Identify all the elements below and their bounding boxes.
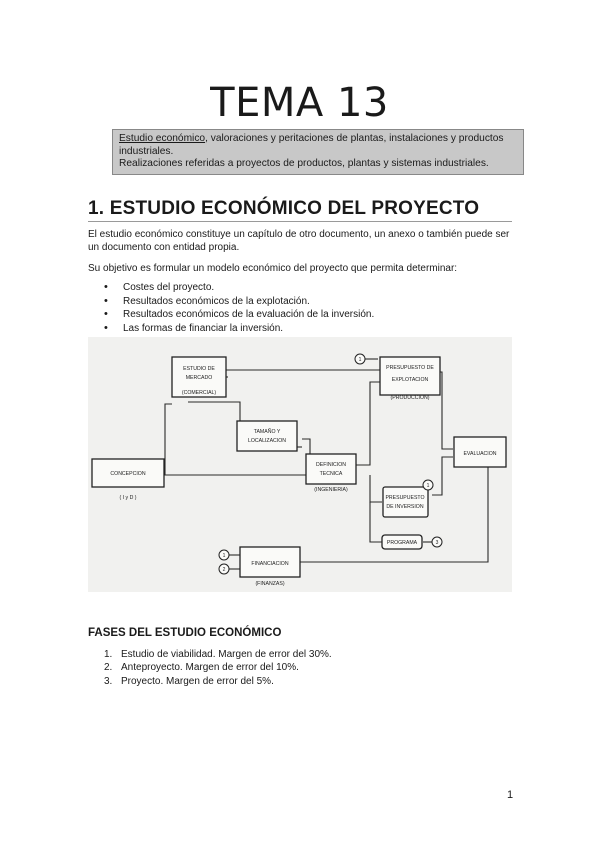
summary-link: Estudio económico: [119, 133, 206, 144]
fases-list: [104, 648, 332, 688]
section-heading: 1. ESTUDIO ECONÓMICO DEL PROYECTO: [88, 198, 480, 219]
list-item: [104, 675, 332, 688]
circle-label: 1: [222, 553, 226, 559]
summary-line-1: [119, 133, 519, 158]
concepcion-sub: ( I y D ): [119, 495, 137, 501]
list-item: • Costes del proyecto.: [104, 281, 374, 295]
list-item: [104, 648, 332, 661]
definicion-label-1: DEFINICION: [316, 462, 346, 468]
presupuesto-expl-label-1: PRESUPUESTO DE: [386, 365, 434, 371]
financiacion-label: FINANCIACION: [251, 561, 289, 567]
programa-label: PROGRAMA: [386, 540, 418, 546]
paragraph-2: Su objetivo es formular un modelo económico del proyecto que permita determinar:: [88, 263, 458, 274]
page-number: 1: [507, 789, 514, 801]
list-item: • Las formas de financiar la inversión.: [104, 322, 374, 336]
item-number: 3.: [104, 675, 113, 687]
section-rule: [88, 221, 512, 222]
item-number: 2.: [104, 662, 113, 674]
summary-line-2: Realizaciones referidas a proyectos de productos, plantas y sistemas industriales.: [119, 158, 489, 169]
summary-box: [112, 129, 524, 175]
estudio-label-2: MERCADO: [185, 375, 213, 381]
definicion-tecnica-box: [306, 454, 356, 484]
definicion-label-2: TECNICA: [319, 471, 343, 477]
presupuesto-inv-label-2: DE INVERSION: [386, 504, 424, 510]
item-text: Proyecto. Margen de error del 5%.: [121, 675, 274, 687]
item-text: Estudio de viabilidad. Margen de error del 30%.: [121, 649, 332, 660]
tamano-label-1: TAMAÑO Y: [253, 429, 281, 435]
circle-label: 1: [358, 357, 362, 363]
circle-label: 1: [426, 483, 430, 489]
page-title: TEMA 13: [210, 80, 389, 126]
presupuesto-explotacion-box: [380, 357, 440, 395]
definicion-sub: (INGENIERIA): [314, 487, 348, 493]
list-item: [104, 661, 332, 674]
list-item: • Resultados económicos de la explotación.: [104, 295, 374, 309]
estudio-sub: (COMERCIAL): [181, 390, 217, 396]
fases-heading: FASES DEL ESTUDIO ECONÓMICO: [88, 627, 282, 639]
item-text: Anteproyecto. Margen de error del 10%.: [121, 662, 299, 674]
list-item: • Resultados económicos de la evaluación de la inversión.: [104, 308, 374, 322]
objectives-list: [104, 281, 374, 335]
concepcion-label: CONCEPCION: [110, 471, 146, 477]
item-number: 1.: [104, 649, 113, 660]
presupuesto-expl-label-2: EXPLOTACION: [391, 377, 429, 383]
evaluacion-label: EVALUACION: [463, 451, 497, 457]
tamano-localizacion-box: [237, 421, 297, 451]
financiacion-sub: (FINANZAS): [255, 581, 285, 587]
presupuesto-inv-label-1: PRESUPUESTO: [385, 495, 425, 501]
circle-label: 2: [222, 567, 226, 573]
tamano-label-2: LOCALIZACION: [247, 438, 287, 444]
paragraph-1: El estudio económico constituye un capítulo de otro documento, un anexo o también puede ser un documento con entidad propia.: [88, 229, 510, 253]
presupuesto-inversion-box: [383, 487, 428, 517]
presupuesto-expl-sub: (PRODUCCION): [390, 395, 430, 401]
economic-study-diagram: [88, 337, 512, 592]
summary-line-1-text: , valoraciones y peritaciones de plantas, instalaciones y productos industriales.: [119, 133, 504, 157]
circle-label: 3: [435, 540, 439, 546]
estudio-label-1: ESTUDIO DE: [183, 366, 215, 372]
